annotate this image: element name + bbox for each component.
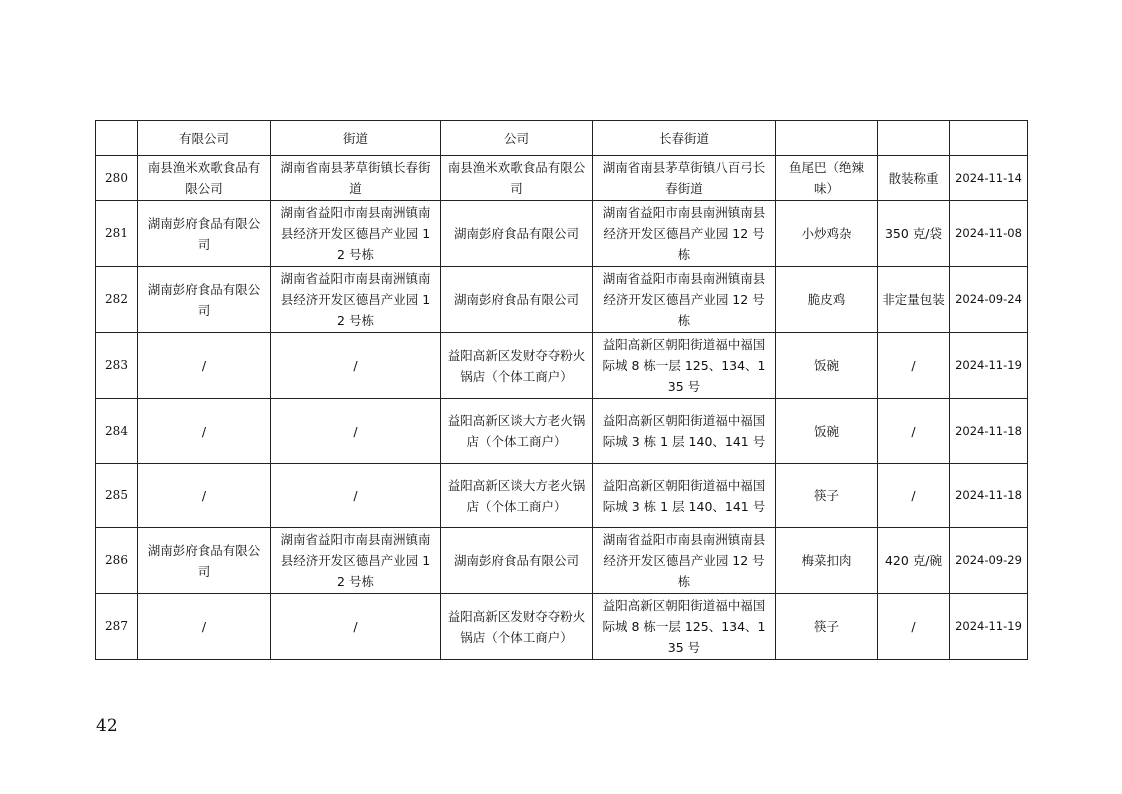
row-number-cell: 282 — [96, 267, 138, 333]
sampled-entity-cell: 湖南彭府食品有限公司 — [441, 528, 593, 594]
product-name-cell: 饭碗 — [776, 333, 878, 399]
product-name-cell: 饭碗 — [776, 399, 878, 464]
producer-name-cell: / — [138, 333, 271, 399]
product-name-cell: 梅菜扣肉 — [776, 528, 878, 594]
row-number-cell: 287 — [96, 594, 138, 660]
sampled-entity-address-cell: 湖南省益阳市南县南洲镇南县经济开发区德昌产业园 12 号栋 — [593, 528, 776, 594]
table-row — [96, 156, 1028, 201]
specification-cell — [878, 121, 950, 156]
product-name-cell: 鱼尾巴（绝辣味） — [776, 156, 878, 201]
sampling-results-table — [95, 120, 1028, 660]
production-date-cell: 2024-11-19 — [950, 333, 1028, 399]
specification-cell: 420 克/碗 — [878, 528, 950, 594]
sampled-entity-address-cell: 湖南省益阳市南县南洲镇南县经济开发区德昌产业园 12 号栋 — [593, 201, 776, 267]
product-name-cell — [776, 121, 878, 156]
table-row-continuation — [96, 121, 1028, 156]
product-name-cell: 脆皮鸡 — [776, 267, 878, 333]
production-date-cell: 2024-09-29 — [950, 528, 1028, 594]
row-number-cell — [96, 121, 138, 156]
row-number-cell: 281 — [96, 201, 138, 267]
specification-cell: 350 克/袋 — [878, 201, 950, 267]
production-date-cell: 2024-11-14 — [950, 156, 1028, 201]
table-body — [96, 121, 1028, 660]
sampled-entity-cell: 益阳高新区发财夺夺粉火锅店（个体工商户） — [441, 333, 593, 399]
producer-address-cell: 街道 — [271, 121, 441, 156]
producer-address-cell: / — [271, 464, 441, 528]
product-name-cell: 筷子 — [776, 464, 878, 528]
table-row — [96, 267, 1028, 333]
production-date-cell: 2024-11-18 — [950, 464, 1028, 528]
production-date-cell: 2024-11-08 — [950, 201, 1028, 267]
row-number-cell: 284 — [96, 399, 138, 464]
producer-name-cell: 湖南彭府食品有限公司 — [138, 528, 271, 594]
sampled-entity-cell: 益阳高新区发财夺夺粉火锅店（个体工商户） — [441, 594, 593, 660]
sampled-entity-address-cell: 湖南省益阳市南县南洲镇南县经济开发区德昌产业园 12 号栋 — [593, 267, 776, 333]
producer-address-cell: 湖南省南县茅草街镇长春街道 — [271, 156, 441, 201]
producer-name-cell: 湖南彭府食品有限公司 — [138, 201, 271, 267]
sampled-entity-address-cell: 湖南省南县茅草街镇八百弓长春街道 — [593, 156, 776, 201]
producer-address-cell: / — [271, 594, 441, 660]
sampled-entity-address-cell: 益阳高新区朝阳街道福中福国际城 8 栋一层 125、134、135 号 — [593, 333, 776, 399]
row-number-cell: 283 — [96, 333, 138, 399]
product-name-cell: 筷子 — [776, 594, 878, 660]
specification-cell: / — [878, 399, 950, 464]
table-row — [96, 464, 1028, 528]
production-date-cell — [950, 121, 1028, 156]
table-row — [96, 333, 1028, 399]
producer-address-cell: 湖南省益阳市南县南洲镇南县经济开发区德昌产业园 12 号栋 — [271, 201, 441, 267]
page-number: 42 — [96, 716, 118, 736]
producer-address-cell: / — [271, 333, 441, 399]
sampled-entity-address-cell: 益阳高新区朝阳街道福中福国际城 3 栋 1 层 140、141 号 — [593, 464, 776, 528]
specification-cell: / — [878, 464, 950, 528]
sampled-entity-address-cell: 长春街道 — [593, 121, 776, 156]
sampled-entity-address-cell: 益阳高新区朝阳街道福中福国际城 3 栋 1 层 140、141 号 — [593, 399, 776, 464]
sampled-entity-cell: 南县渔米欢歌食品有限公司 — [441, 156, 593, 201]
producer-address-cell: 湖南省益阳市南县南洲镇南县经济开发区德昌产业园 12 号栋 — [271, 528, 441, 594]
row-number-cell: 285 — [96, 464, 138, 528]
producer-address-cell: 湖南省益阳市南县南洲镇南县经济开发区德昌产业园 12 号栋 — [271, 267, 441, 333]
sampled-entity-cell: 益阳高新区谈大方老火锅店（个体工商户） — [441, 464, 593, 528]
table-row — [96, 399, 1028, 464]
producer-name-cell: / — [138, 594, 271, 660]
producer-name-cell: 湖南彭府食品有限公司 — [138, 267, 271, 333]
producer-name-cell: / — [138, 399, 271, 464]
sampled-entity-address-cell: 益阳高新区朝阳街道福中福国际城 8 栋一层 125、134、135 号 — [593, 594, 776, 660]
specification-cell: / — [878, 333, 950, 399]
sampled-entity-cell: 益阳高新区谈大方老火锅店（个体工商户） — [441, 399, 593, 464]
table-row — [96, 594, 1028, 660]
production-date-cell: 2024-11-19 — [950, 594, 1028, 660]
sampled-entity-cell: 湖南彭府食品有限公司 — [441, 201, 593, 267]
sampled-entity-cell: 公司 — [441, 121, 593, 156]
row-number-cell: 280 — [96, 156, 138, 201]
producer-name-cell: 南县渔米欢歌食品有限公司 — [138, 156, 271, 201]
producer-address-cell: / — [271, 399, 441, 464]
production-date-cell: 2024-09-24 — [950, 267, 1028, 333]
product-name-cell: 小炒鸡杂 — [776, 201, 878, 267]
table-row — [96, 528, 1028, 594]
specification-cell: / — [878, 594, 950, 660]
specification-cell: 非定量包装 — [878, 267, 950, 333]
producer-name-cell: / — [138, 464, 271, 528]
table-row — [96, 201, 1028, 267]
sampled-entity-cell: 湖南彭府食品有限公司 — [441, 267, 593, 333]
row-number-cell: 286 — [96, 528, 138, 594]
producer-name-cell: 有限公司 — [138, 121, 271, 156]
production-date-cell: 2024-11-18 — [950, 399, 1028, 464]
specification-cell: 散装称重 — [878, 156, 950, 201]
